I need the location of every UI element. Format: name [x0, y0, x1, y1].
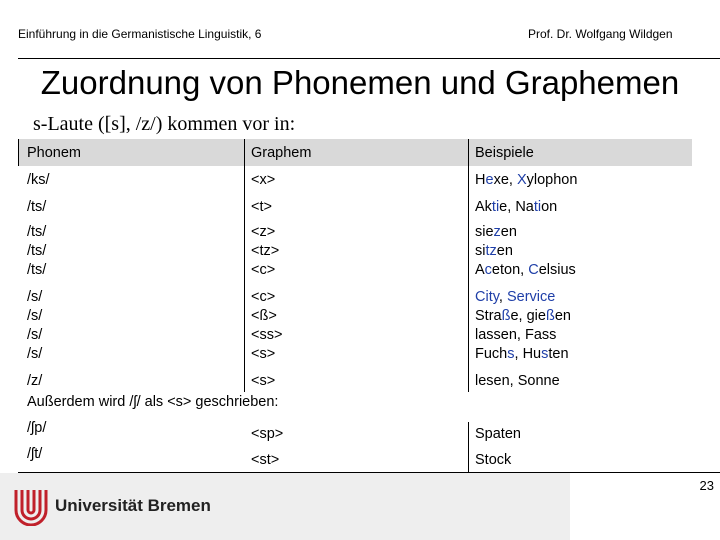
cell-graphem-c: <c> — [251, 262, 276, 278]
slide-title: Zuordnung von Phonemen und Graphemen — [40, 64, 680, 101]
cell-phonem-st: /ʃt/ — [27, 446, 43, 462]
example-word: Fuchs — [475, 346, 515, 362]
cell-graphem-s: <s> — [251, 346, 276, 362]
example-word: Xylophon — [516, 172, 578, 188]
cell-phonem-s-s: /s/ — [27, 346, 43, 362]
cell-beispiele-s-c: City, Service — [475, 289, 556, 305]
example-word: Nation — [515, 199, 558, 215]
cell-phonem-ks: /ks/ — [27, 172, 50, 188]
cell-beispiele-ks: Hexe, Xylophon — [475, 172, 578, 188]
cell-phonem-s-c: /s/ — [27, 289, 43, 305]
column-header-graphem: Graphem — [251, 145, 312, 161]
header-course-title: Einführung in die Germanistische Linguistik, 6 — [18, 27, 262, 41]
example-word: lassen — [475, 327, 517, 343]
cell-phonem-s-ss: /s/ — [27, 327, 43, 343]
cell-graphem-z: <z> — [251, 224, 276, 240]
cell-beispiele-ts-c: Aceton, Celsius — [475, 262, 576, 278]
column-header-phonem: Phonem — [27, 145, 82, 161]
university-name: Universität Bremen — [55, 496, 211, 515]
cell-beispiele-ts-tz — [475, 242, 513, 261]
example-word: Aktie — [475, 199, 508, 215]
example-word: Straße — [475, 308, 519, 324]
cell-graphem-x: <x> — [251, 172, 276, 188]
cell-beispiele-s-ss: lassen, Fass — [475, 327, 557, 343]
cell-beispiele-z: lesen, Sonne — [475, 373, 560, 389]
cell-phonem-ts-tz: /ts/ — [27, 243, 47, 259]
cell-beispiele-s-s: Fuchs, Husten — [475, 346, 569, 362]
example-word: Celsius — [528, 262, 576, 278]
cell-phonem-ts: /ts/ — [27, 199, 47, 215]
cell-beispiele-s-sz: Straße, gießen — [475, 308, 571, 324]
cell-phonem-ts-c: /ts/ — [27, 262, 47, 278]
cell-graphem-sp: <sp> — [251, 426, 284, 442]
cell-phonem-sp: /ʃp/ — [27, 420, 47, 436]
university-logo-icon — [14, 488, 48, 526]
example-word: Husten — [522, 346, 569, 362]
cell-graphem-tz: <tz> — [251, 243, 280, 259]
example-word: Service — [506, 289, 556, 305]
example-word: sitzen — [475, 243, 513, 259]
example-word: gießen — [526, 308, 571, 324]
cell-phonem-s-sz: /s/ — [27, 308, 43, 324]
column-divider-2-lower — [468, 422, 469, 472]
table-header-row — [18, 139, 692, 166]
example-word: Sonne — [517, 373, 560, 389]
header-rule — [18, 58, 720, 59]
cell-graphem-t: <t> — [251, 199, 272, 215]
cell-beispiel-st: Stock — [475, 452, 512, 468]
example-word: Hexe — [475, 172, 509, 188]
example-word: siezen — [475, 224, 517, 240]
example-word: City — [475, 289, 499, 305]
page-number: 23 — [699, 478, 714, 493]
cell-phonem-z: /z/ — [27, 373, 43, 389]
cell-beispiele-ts-z — [475, 223, 517, 242]
cell-phonem-ts-z: /ts/ — [27, 224, 47, 240]
cell-beispiele-ts: Aktie, Nation — [475, 199, 558, 215]
cell-graphem-st: <st> — [251, 452, 280, 468]
table-note: Außerdem wird /ʃ/ als <s> geschrieben: — [27, 394, 279, 410]
cell-beispiel-sp: Spaten — [475, 426, 521, 442]
column-header-beispiele: Beispiele — [475, 145, 534, 161]
cell-graphem-c-s: <c> — [251, 289, 276, 305]
cell-graphem-ss: <ss> — [251, 327, 283, 343]
header-author: Prof. Dr. Wolfgang Wildgen — [528, 27, 673, 41]
column-divider-1 — [244, 139, 245, 392]
example-word: lesen — [475, 373, 510, 389]
slide-subtitle: s-Laute ([s], /z/) kommen vor in: — [33, 113, 296, 135]
example-word: Aceton — [475, 262, 521, 278]
column-divider-2 — [468, 139, 469, 392]
table-border-left — [18, 139, 19, 166]
cell-graphem-sz: <ß> — [251, 308, 277, 324]
cell-graphem-s-z: <s> — [251, 373, 276, 389]
example-word: Fass — [524, 327, 557, 343]
